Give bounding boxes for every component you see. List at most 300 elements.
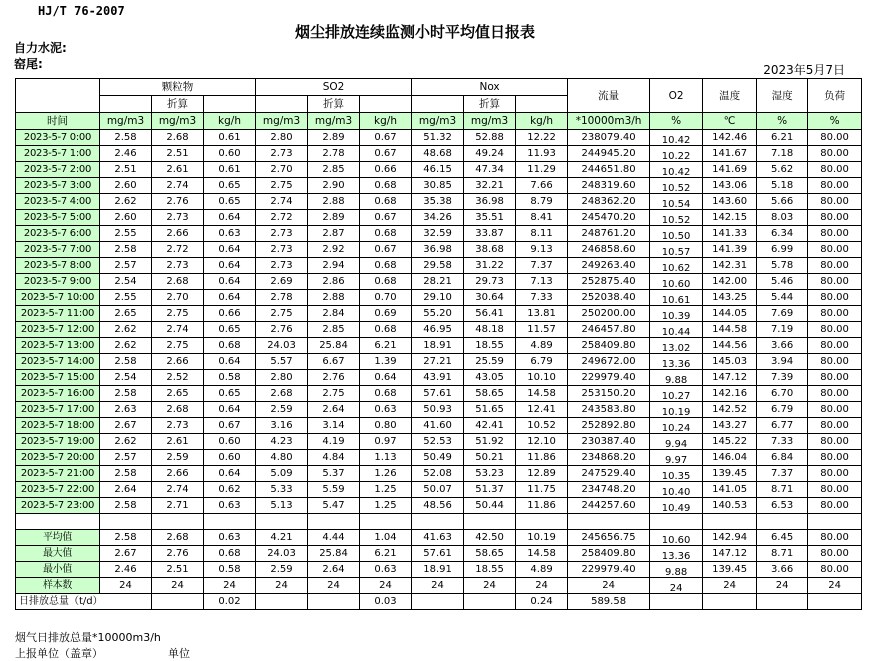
value-cell: 2.68 — [256, 386, 308, 402]
spacer-row — [16, 514, 862, 530]
value-cell: 57.61 — [412, 386, 464, 402]
value-cell: 6.45 — [757, 530, 808, 546]
table-row — [16, 194, 862, 210]
value-cell: 2.66 — [152, 226, 204, 242]
value-cell: 33.87 — [464, 226, 516, 242]
value-cell: 2.85 — [308, 322, 360, 338]
value-cell: 1.13 — [360, 450, 412, 466]
value-cell: 8.11 — [516, 226, 568, 242]
value-cell: 0.68 — [204, 546, 256, 562]
value-cell: 246858.60 — [568, 242, 650, 258]
value-cell — [650, 594, 703, 610]
empty-cell — [703, 514, 757, 530]
value-cell: 0.64 — [204, 290, 256, 306]
time-cell: 2023-5-7 17:00 — [16, 402, 100, 418]
value-cell: 0.80 — [360, 418, 412, 434]
value-cell: 10.40 — [650, 482, 703, 498]
value-cell: 0.66 — [204, 306, 256, 322]
value-cell: 24 — [516, 578, 568, 594]
time-cell: 2023-5-7 5:00 — [16, 210, 100, 226]
value-cell: 5.44 — [757, 290, 808, 306]
value-cell: 6.70 — [757, 386, 808, 402]
value-cell: 10.19 — [650, 402, 703, 418]
value-cell: 80.00 — [808, 434, 862, 450]
value-cell: 13.36 — [650, 546, 703, 562]
value-cell: 10.52 — [650, 178, 703, 194]
time-cell: 2023-5-7 18:00 — [16, 418, 100, 434]
value-cell: 5.57 — [256, 354, 308, 370]
value-cell: 7.13 — [516, 274, 568, 290]
value-cell: 0.67 — [360, 146, 412, 162]
value-cell: 2.64 — [100, 482, 152, 498]
value-cell: 43.91 — [412, 370, 464, 386]
value-cell: 52.53 — [412, 434, 464, 450]
header-unit-row — [16, 113, 862, 130]
time-cell: 2023-5-7 6:00 — [16, 226, 100, 242]
table-row — [16, 322, 862, 338]
value-cell: 589.58 — [568, 594, 650, 610]
header-temperature: 温度 — [703, 79, 757, 113]
value-cell: 142.46 — [703, 130, 757, 146]
value-cell: 2.67 — [100, 418, 152, 434]
value-cell: 8.41 — [516, 210, 568, 226]
value-cell: 2.59 — [256, 562, 308, 578]
value-cell: 50.49 — [412, 450, 464, 466]
value-cell: 5.59 — [308, 482, 360, 498]
value-cell: 141.69 — [703, 162, 757, 178]
value-cell: 18.91 — [412, 338, 464, 354]
value-cell: 24 — [757, 578, 808, 594]
value-cell: 2.76 — [256, 322, 308, 338]
value-cell: 27.21 — [412, 354, 464, 370]
time-cell: 2023-5-7 13:00 — [16, 338, 100, 354]
value-cell: 32.59 — [412, 226, 464, 242]
value-cell: 5.18 — [757, 178, 808, 194]
time-cell: 2023-5-7 21:00 — [16, 466, 100, 482]
header-nox-converted: 折算 — [464, 96, 516, 113]
value-cell: 0.64 — [360, 370, 412, 386]
value-cell: 0.68 — [360, 322, 412, 338]
value-cell: 5.62 — [757, 162, 808, 178]
value-cell: 143.60 — [703, 194, 757, 210]
value-cell: 42.41 — [464, 418, 516, 434]
time-cell: 2023-5-7 23:00 — [16, 498, 100, 514]
value-cell: 24 — [204, 578, 256, 594]
value-cell: 18.91 — [412, 562, 464, 578]
value-cell: 2.57 — [100, 450, 152, 466]
value-cell: 4.19 — [308, 434, 360, 450]
value-cell: 2.62 — [100, 338, 152, 354]
value-cell: 0.63 — [204, 530, 256, 546]
value-cell: 2.51 — [152, 562, 204, 578]
value-cell: 0.24 — [516, 594, 568, 610]
table-row — [16, 354, 862, 370]
value-cell: 229979.40 — [568, 562, 650, 578]
value-cell: 6.53 — [757, 498, 808, 514]
value-cell: 2.55 — [100, 290, 152, 306]
value-cell: 0.60 — [204, 434, 256, 450]
value-cell: 30.85 — [412, 178, 464, 194]
value-cell: 53.23 — [464, 466, 516, 482]
value-cell: 2.52 — [152, 370, 204, 386]
value-cell: 0.64 — [204, 258, 256, 274]
value-cell: 0.63 — [360, 402, 412, 418]
unit-cell: kg/h — [204, 113, 256, 130]
value-cell: 0.64 — [204, 274, 256, 290]
value-cell: 24 — [808, 578, 862, 594]
summary-row — [16, 546, 862, 562]
value-cell: 5.66 — [757, 194, 808, 210]
value-cell — [808, 594, 862, 610]
value-cell: 7.69 — [757, 306, 808, 322]
time-cell: 2023-5-7 9:00 — [16, 274, 100, 290]
value-cell: 0.68 — [360, 386, 412, 402]
value-cell: 80.00 — [808, 194, 862, 210]
value-cell: 4.23 — [256, 434, 308, 450]
value-cell: 3.66 — [757, 562, 808, 578]
table-row — [16, 498, 862, 514]
value-cell: 5.13 — [256, 498, 308, 514]
value-cell: 10.60 — [650, 530, 703, 546]
value-cell: 5.78 — [757, 258, 808, 274]
value-cell: 3.14 — [308, 418, 360, 434]
header-pm-converted: 折算 — [152, 96, 204, 113]
value-cell: 141.67 — [703, 146, 757, 162]
value-cell: 7.18 — [757, 146, 808, 162]
value-cell: 245656.75 — [568, 530, 650, 546]
time-cell: 2023-5-7 19:00 — [16, 434, 100, 450]
value-cell: 24 — [152, 578, 204, 594]
value-cell: 147.12 — [703, 546, 757, 562]
value-cell: 24 — [568, 578, 650, 594]
value-cell: 249672.00 — [568, 354, 650, 370]
unit-cell: mg/m3 — [152, 113, 204, 130]
flue-gas-total-note: 烟气日排放总量*10000m3/h — [15, 631, 161, 644]
unit-cell: mg/m3 — [256, 113, 308, 130]
value-cell: 6.77 — [757, 418, 808, 434]
time-cell: 2023-5-7 15:00 — [16, 370, 100, 386]
value-cell: 7.37 — [516, 258, 568, 274]
value-cell: 145.03 — [703, 354, 757, 370]
value-cell: 10.57 — [650, 242, 703, 258]
value-cell: 2.80 — [256, 370, 308, 386]
unit-cell: *10000m3/h — [568, 113, 650, 130]
value-cell: 8.71 — [757, 482, 808, 498]
value-cell: 2.76 — [152, 194, 204, 210]
time-cell: 2023-5-7 1:00 — [16, 146, 100, 162]
header-so2-converted: 折算 — [308, 96, 360, 113]
value-cell: 9.13 — [516, 242, 568, 258]
value-cell: 2.75 — [308, 386, 360, 402]
value-cell: 2.66 — [152, 466, 204, 482]
value-cell: 2.92 — [308, 242, 360, 258]
value-cell: 6.79 — [757, 402, 808, 418]
summary-row — [16, 530, 862, 546]
value-cell: 2.68 — [152, 274, 204, 290]
value-cell: 58.65 — [464, 546, 516, 562]
value-cell: 0.68 — [360, 178, 412, 194]
value-cell: 0.03 — [360, 594, 412, 610]
value-cell: 249263.40 — [568, 258, 650, 274]
time-cell: 2023-5-7 4:00 — [16, 194, 100, 210]
value-cell: 142.52 — [703, 402, 757, 418]
value-cell: 4.80 — [256, 450, 308, 466]
value-cell: 2.57 — [100, 258, 152, 274]
value-cell: 2.59 — [256, 402, 308, 418]
value-cell: 80.00 — [808, 226, 862, 242]
value-cell: 143.25 — [703, 290, 757, 306]
value-cell: 243583.80 — [568, 402, 650, 418]
value-cell: 258409.80 — [568, 338, 650, 354]
value-cell: 38.68 — [464, 242, 516, 258]
value-cell: 2.75 — [152, 338, 204, 354]
time-cell: 2023-5-7 7:00 — [16, 242, 100, 258]
value-cell: 80.00 — [808, 402, 862, 418]
value-cell: 2.68 — [152, 402, 204, 418]
value-cell: 6.99 — [757, 242, 808, 258]
value-cell: 6.34 — [757, 226, 808, 242]
value-cell: 6.84 — [757, 450, 808, 466]
table-row — [16, 178, 862, 194]
value-cell: 2.88 — [308, 194, 360, 210]
value-cell: 80.00 — [808, 242, 862, 258]
value-cell: 0.68 — [360, 194, 412, 210]
value-cell: 35.38 — [412, 194, 464, 210]
unit-cell: % — [808, 113, 862, 130]
value-cell: 3.16 — [256, 418, 308, 434]
value-cell: 2.61 — [152, 434, 204, 450]
value-cell — [757, 594, 808, 610]
value-cell: 2.73 — [256, 146, 308, 162]
value-cell: 2.86 — [308, 274, 360, 290]
value-cell: 8.79 — [516, 194, 568, 210]
value-cell: 2.71 — [152, 498, 204, 514]
time-cell: 2023-5-7 12:00 — [16, 322, 100, 338]
table-row — [16, 242, 862, 258]
value-cell: 0.61 — [204, 162, 256, 178]
value-cell: 0.64 — [204, 466, 256, 482]
value-cell: 2.59 — [152, 450, 204, 466]
value-cell: 258409.80 — [568, 546, 650, 562]
value-cell: 1.26 — [360, 466, 412, 482]
value-cell: 80.00 — [808, 466, 862, 482]
daily-total-row — [16, 594, 862, 610]
empty-cell — [256, 514, 308, 530]
value-cell: 142.00 — [703, 274, 757, 290]
value-cell: 2.75 — [256, 178, 308, 194]
empty-cell — [464, 514, 516, 530]
table-row — [16, 386, 862, 402]
value-cell: 2.55 — [100, 226, 152, 242]
unit-cell: % — [757, 113, 808, 130]
value-cell: 7.39 — [757, 370, 808, 386]
value-cell: 80.00 — [808, 306, 862, 322]
value-cell: 11.29 — [516, 162, 568, 178]
value-cell: 2.73 — [152, 418, 204, 434]
value-cell: 0.63 — [204, 498, 256, 514]
value-cell: 80.00 — [808, 482, 862, 498]
value-cell: 14.58 — [516, 546, 568, 562]
value-cell: 31.22 — [464, 258, 516, 274]
value-cell: 55.20 — [412, 306, 464, 322]
value-cell: 2.62 — [100, 194, 152, 210]
value-cell: 0.67 — [360, 130, 412, 146]
value-cell: 80.00 — [808, 354, 862, 370]
value-cell: 7.19 — [757, 322, 808, 338]
value-cell: 2.58 — [100, 354, 152, 370]
unit-label: 单位 — [168, 647, 190, 660]
report-date: 2023年5月7日 — [763, 63, 845, 77]
empty-cell — [568, 514, 650, 530]
value-cell: 2.90 — [308, 178, 360, 194]
value-cell: 9.94 — [650, 434, 703, 450]
value-cell: 0.67 — [360, 242, 412, 258]
value-cell: 2.73 — [152, 210, 204, 226]
value-cell: 2.63 — [100, 402, 152, 418]
value-cell: 80.00 — [808, 258, 862, 274]
table-row — [16, 306, 862, 322]
value-cell: 24 — [464, 578, 516, 594]
header-so2: SO2 — [256, 79, 412, 96]
value-cell: 2.70 — [256, 162, 308, 178]
value-cell: 6.67 — [308, 354, 360, 370]
value-cell: 80.00 — [808, 322, 862, 338]
value-cell: 2.64 — [308, 562, 360, 578]
unit-cell: mg/m3 — [308, 113, 360, 130]
empty-cell — [152, 514, 204, 530]
value-cell: 144.05 — [703, 306, 757, 322]
value-cell: 52.08 — [412, 466, 464, 482]
value-cell: 48.56 — [412, 498, 464, 514]
value-cell: 28.21 — [412, 274, 464, 290]
value-cell: 10.27 — [650, 386, 703, 402]
value-cell: 24 — [360, 578, 412, 594]
summary-label: 最小值 — [16, 562, 100, 578]
value-cell: 2.51 — [100, 162, 152, 178]
value-cell: 144.56 — [703, 338, 757, 354]
value-cell: 47.34 — [464, 162, 516, 178]
header-group-row — [16, 79, 862, 96]
table-row — [16, 146, 862, 162]
value-cell: 238079.40 — [568, 130, 650, 146]
value-cell: 2.54 — [100, 370, 152, 386]
value-cell: 2.73 — [256, 242, 308, 258]
value-cell: 248319.60 — [568, 178, 650, 194]
value-cell: 5.09 — [256, 466, 308, 482]
value-cell: 12.10 — [516, 434, 568, 450]
value-cell: 6.21 — [360, 546, 412, 562]
value-cell: 13.02 — [650, 338, 703, 354]
value-cell: 248362.20 — [568, 194, 650, 210]
value-cell: 8.03 — [757, 210, 808, 226]
value-cell: 10.42 — [650, 162, 703, 178]
value-cell: 11.86 — [516, 498, 568, 514]
value-cell: 41.63 — [412, 530, 464, 546]
time-cell: 2023-5-7 16:00 — [16, 386, 100, 402]
table-row — [16, 162, 862, 178]
value-cell: 3.66 — [757, 338, 808, 354]
value-cell: 0.67 — [204, 418, 256, 434]
value-cell: 141.33 — [703, 226, 757, 242]
header-load: 负荷 — [808, 79, 862, 113]
value-cell: 234868.20 — [568, 450, 650, 466]
value-cell: 10.22 — [650, 146, 703, 162]
value-cell: 5.46 — [757, 274, 808, 290]
value-cell — [464, 594, 516, 610]
table-row — [16, 450, 862, 466]
summary-label: 最大值 — [16, 546, 100, 562]
value-cell: 50.21 — [464, 450, 516, 466]
value-cell: 10.49 — [650, 498, 703, 514]
value-cell: 0.02 — [204, 594, 256, 610]
summary-row — [16, 578, 862, 594]
value-cell: 246457.80 — [568, 322, 650, 338]
value-cell: 245470.20 — [568, 210, 650, 226]
value-cell: 2.68 — [152, 130, 204, 146]
value-cell: 29.58 — [412, 258, 464, 274]
value-cell: 2.76 — [152, 546, 204, 562]
empty-cell — [16, 514, 100, 530]
value-cell: 244257.60 — [568, 498, 650, 514]
value-cell: 0.69 — [360, 306, 412, 322]
value-cell: 0.67 — [360, 210, 412, 226]
value-cell: 35.51 — [464, 210, 516, 226]
time-header-blank — [16, 79, 100, 113]
value-cell: 4.89 — [516, 338, 568, 354]
value-cell — [412, 594, 464, 610]
value-cell: 80.00 — [808, 530, 862, 546]
value-cell: 2.54 — [100, 274, 152, 290]
value-cell: 24 — [100, 578, 152, 594]
report-unit-label: 上报单位（盖章） — [15, 647, 103, 660]
value-cell: 244651.80 — [568, 162, 650, 178]
page-title: 烟尘排放连续监测小时平均值日报表 — [294, 23, 535, 41]
value-cell: 2.87 — [308, 226, 360, 242]
value-cell: 2.65 — [152, 386, 204, 402]
value-cell: 142.94 — [703, 530, 757, 546]
value-cell: 2.62 — [100, 434, 152, 450]
value-cell: 0.64 — [204, 242, 256, 258]
header-nox: Nox — [412, 79, 568, 96]
value-cell: 0.58 — [204, 370, 256, 386]
table-row — [16, 274, 862, 290]
value-cell: 2.68 — [152, 530, 204, 546]
value-cell: 5.37 — [308, 466, 360, 482]
value-cell: 0.63 — [360, 562, 412, 578]
value-cell: 5.47 — [308, 498, 360, 514]
unit-cell: % — [650, 113, 703, 130]
value-cell: 0.68 — [360, 274, 412, 290]
value-cell: 1.25 — [360, 482, 412, 498]
value-cell: 52.88 — [464, 130, 516, 146]
value-cell: 80.00 — [808, 274, 862, 290]
empty-cell — [757, 514, 808, 530]
header-pm: 颗粒物 — [100, 79, 256, 96]
value-cell: 0.60 — [204, 146, 256, 162]
value-cell: 51.92 — [464, 434, 516, 450]
value-cell: 46.95 — [412, 322, 464, 338]
value-cell: 2.72 — [152, 242, 204, 258]
header-humidity: 湿度 — [757, 79, 808, 113]
value-cell: 7.33 — [757, 434, 808, 450]
empty-cell — [204, 514, 256, 530]
value-cell: 5.33 — [256, 482, 308, 498]
value-cell: 0.65 — [204, 178, 256, 194]
value-cell: 11.75 — [516, 482, 568, 498]
value-cell: 7.66 — [516, 178, 568, 194]
time-column-header: 时间 — [16, 113, 100, 130]
table-row — [16, 130, 862, 146]
